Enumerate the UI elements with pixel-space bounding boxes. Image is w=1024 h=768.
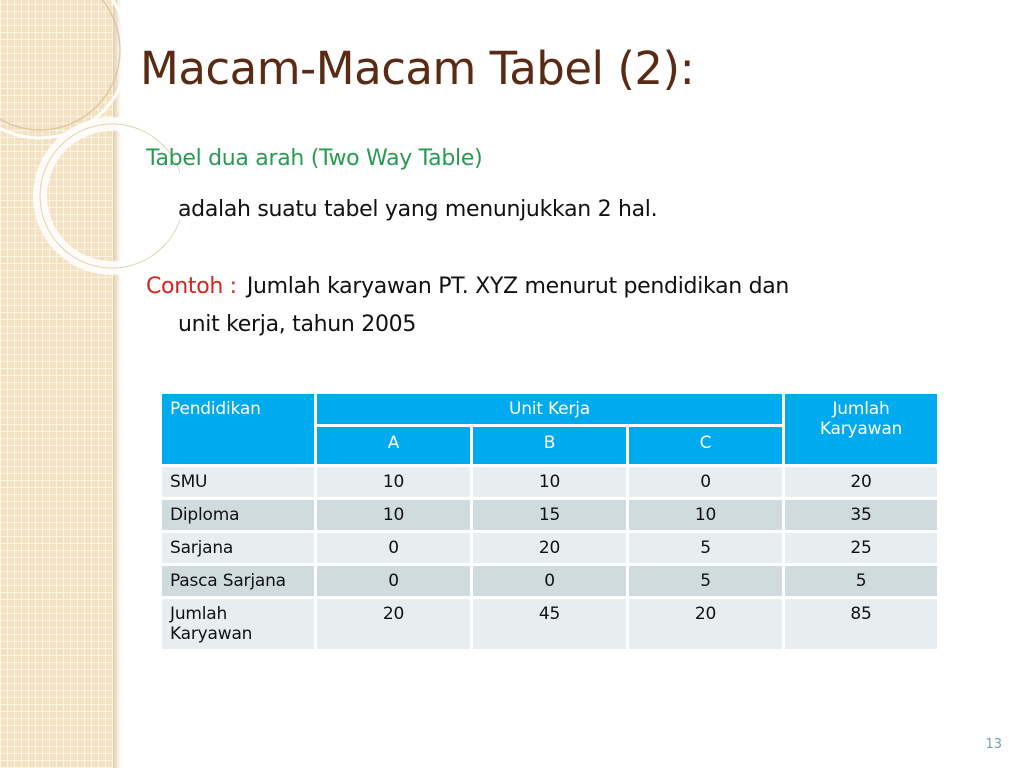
- table-row: [161, 499, 939, 532]
- header-jumlah-karyawan: Jumlah Karyawan: [784, 393, 939, 466]
- cell-unit-b: 15: [472, 499, 628, 532]
- cell-unit-a: 10: [316, 499, 472, 532]
- header-unit-kerja: Unit Kerja: [316, 393, 784, 426]
- table-row: [161, 532, 939, 565]
- cell-unit-c: 20: [628, 598, 784, 651]
- cell-unit-c: 5: [628, 532, 784, 565]
- cell-total: 5: [784, 565, 939, 598]
- cell-unit-b: 10: [472, 466, 628, 499]
- row-label: SMU: [161, 466, 316, 499]
- cell-unit-a: 0: [316, 565, 472, 598]
- row-label: Diploma: [161, 499, 316, 532]
- table-row: [161, 565, 939, 598]
- row-label: Pasca Sarjana: [161, 565, 316, 598]
- table-row: [161, 598, 939, 651]
- header-unit-c: C: [628, 426, 784, 466]
- header-pendidikan: Pendidikan: [161, 393, 316, 466]
- cell-unit-b: 20: [472, 532, 628, 565]
- example-text-line1: Jumlah karyawan PT. XYZ menurut pendidikan dan: [246, 274, 790, 299]
- cell-unit-a: 20: [316, 598, 472, 651]
- cell-unit-a: 0: [316, 532, 472, 565]
- cell-unit-c: 10: [628, 499, 784, 532]
- cell-total: 20: [784, 466, 939, 499]
- page-number: 13: [985, 737, 1002, 752]
- example-text-line2: unit kerja, tahun 2005: [178, 312, 417, 337]
- example-label: Contoh :: [146, 274, 237, 299]
- cell-total: 35: [784, 499, 939, 532]
- example-paragraph: [146, 268, 996, 344]
- header-unit-a: A: [316, 426, 472, 466]
- cell-unit-c: 5: [628, 565, 784, 598]
- table-row: [161, 466, 939, 499]
- cell-unit-b: 0: [472, 565, 628, 598]
- cell-unit-c: 0: [628, 466, 784, 499]
- row-label: Jumlah Karyawan: [161, 598, 316, 651]
- two-way-table: [159, 391, 940, 652]
- definition-text: adalah suatu tabel yang menunjukkan 2 hal.: [178, 197, 658, 222]
- row-label: Sarjana: [161, 532, 316, 565]
- header-unit-b: B: [472, 426, 628, 466]
- table-type-heading: Tabel dua arah (Two Way Table): [146, 146, 483, 171]
- cell-unit-b: 45: [472, 598, 628, 651]
- slide-title: Macam-Macam Tabel (2):: [140, 42, 695, 95]
- cell-total: 25: [784, 532, 939, 565]
- cell-unit-a: 10: [316, 466, 472, 499]
- cell-total: 85: [784, 598, 939, 651]
